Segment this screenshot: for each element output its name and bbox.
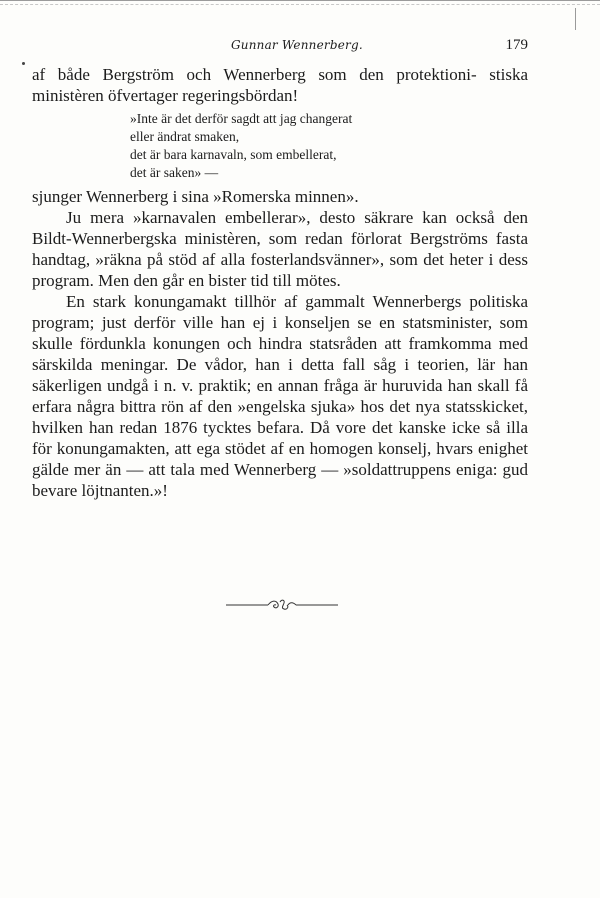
page-body <box>32 64 528 501</box>
paragraph-karnavalen: Ju mera »karnavalen embellerar», desto säkrare kan också den Bildt-Wennerbergska ministèren, som redan förlorat Bergströms fasta handtag, »räkna på stöd af alla fosterlandsvänner», som det heter i dess program. Men den går en bister tid till mötes. <box>32 208 528 290</box>
quote-line: eller ändrat smaken, <box>130 129 240 144</box>
paragraph-konungamakt: En stark konungamakt tillhör af gammalt Wennerbergs politiska program; just derför ville han ej i konseljen se en statsminister, som skulle fördunkla konungen och hindra statsråden att framkomma med särskilda meningar. De vådor, han i detta fall såg i teorien, lär han säkerligen undgå i n. v. praktik; en annan fråga är huruvida han skall få erfara några bittra rön af den »engelska sjuka» hos det nya statsskicket, hvilken han redan 1876 tycktes befara. Då vore det kanske icke så illa för konungamakten, att ega stödet af en homogen konselj, hvars enighet gälde mer än — att tala med Wennerberg — »soldattruppens eniga: gud bevare löjtnanten.»! <box>32 292 528 500</box>
running-title: Gunnar Wennerberg. <box>231 38 363 52</box>
top-edge-rule <box>0 0 600 4</box>
quote-line: »Inte är det derför sagdt att jag changerat <box>130 111 353 126</box>
verse-quote <box>130 110 528 182</box>
margin-mark <box>575 8 576 30</box>
quote-line: det är saken» — <box>130 165 219 180</box>
page-number: 179 <box>505 37 528 53</box>
quote-line: det är bara karnavaln, som embellerat, <box>130 147 337 162</box>
margin-dot <box>22 62 25 65</box>
opening-paragraph <box>32 64 528 106</box>
page-header <box>32 38 528 58</box>
text-line: stiska ministèren öfvertager regeringsbördan! <box>32 65 529 105</box>
after-quote-line: sjunger Wennerberg i sina »Romerska minnen». <box>32 187 359 206</box>
text-line: af både Bergström och Wennerberg som den protektioni- <box>32 65 477 84</box>
scroll-ornament-icon <box>226 596 338 614</box>
